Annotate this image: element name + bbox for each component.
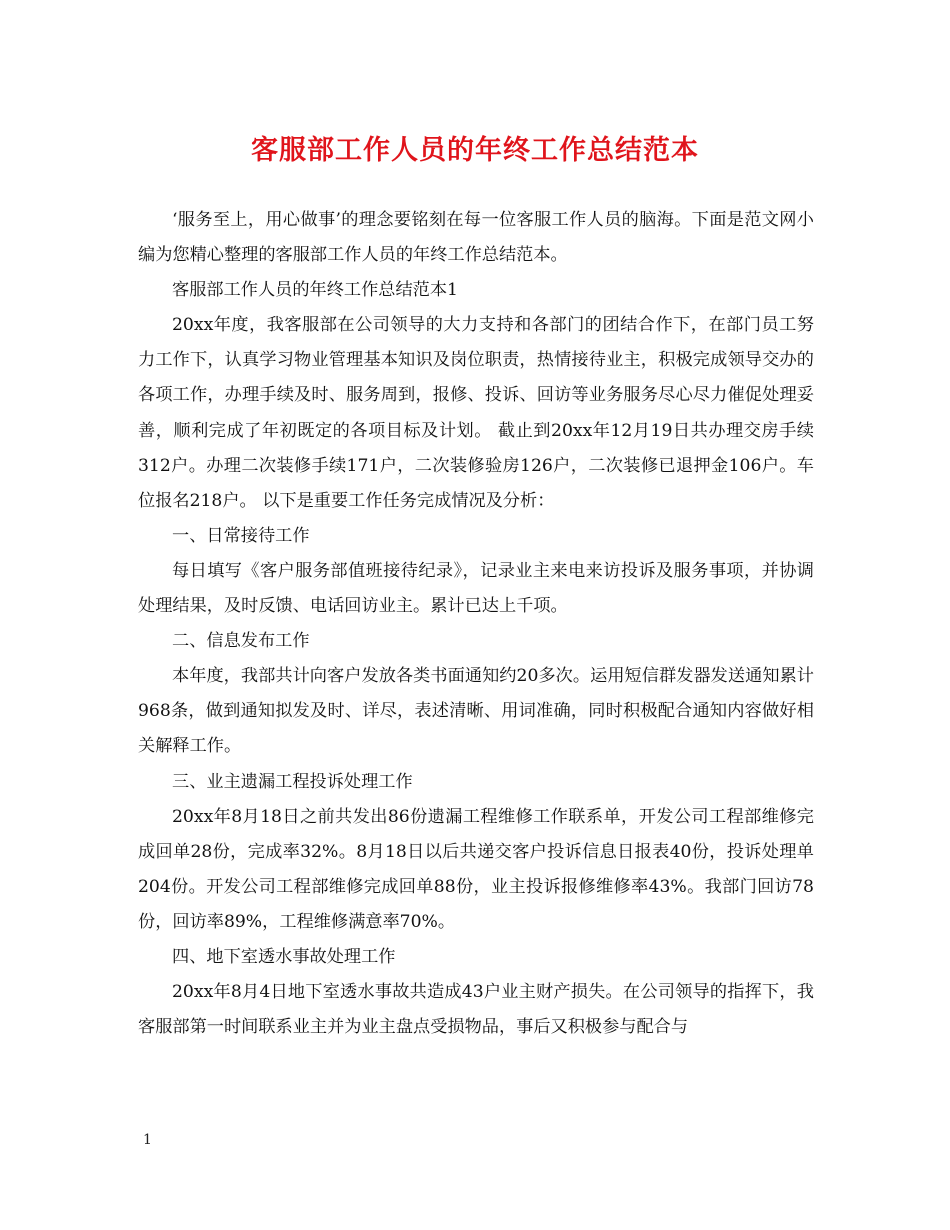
section-heading-notices: 二、信息发布工作	[172, 631, 310, 652]
page-number: 1	[143, 1132, 152, 1148]
paragraph-basement: 20xx年8月4日地下室透水事故共造成43户业主财产损失。在公司领导的指挥下，我客服部第一时间联系业主并为业主盘点受损物品，事后又积极参与配合与	[138, 982, 814, 1038]
section-heading-reception: 一、日常接待工作	[172, 525, 310, 546]
paragraph-reception: 每日填写《客户服务部值班接待纪录》，记录业主来电来访投诉及服务事项，并协调处理结果，及时反馈、电话回访业主。累计已达上千项。	[138, 560, 814, 617]
paragraph-overview: 20xx年度，我客服部在公司领导的大力支持和各部门的团结合作下，在部门员工努力工作下，认真学习物业管理基本知识及岗位职责，热情接待业主，积极完成领导交办的各项工作，办理手续及时、服务周到，报修、投诉、回访等业务服务尽心尽力催促处理妥善，顺利完成了年初既定的各项目标及计划。 截止到20xx年12月19日共办理交房手续312户。办理二次装修手续171户，二次装修验房126户，二次装修已退押金106户。车位报名218户。 以下是重要工作任务完成情况及分析：	[138, 315, 814, 511]
document-title: 客服部工作人员的年终工作总结范本	[251, 135, 699, 166]
paragraph-complaints: 20xx年8月18日之前共发出86份遗漏工程维修工作联系单，开发公司工程部维修完成回单28份，完成率32%。8月18日以后共递交客户投诉信息日报表40份，投诉处理单204份。开发公司工程部维修完成回单88份，业主投诉报修维修率43%。我部门回访78份，回访率89%，工程维修满意率70%。	[138, 806, 814, 932]
document-body	[138, 203, 814, 1045]
section-heading-complaints: 三、业主遗漏工程投诉处理工作	[172, 771, 413, 792]
paragraph-subtitle: 客服部工作人员的年终工作总结范本1	[172, 280, 458, 301]
paragraph-intro: ‘服务至上，用心做事’的理念要铭刻在每一位客服工作人员的脑海。下面是范文网小编为您精心整理的客服部工作人员的年终工作总结范本。	[138, 210, 814, 266]
section-heading-basement: 四、地下室透水事故处理工作	[172, 946, 396, 967]
paragraph-notices: 本年度，我部共计向客户发放各类书面通知约20多次。运用短信群发器发送通知累计968条，做到通知拟发及时、详尽，表述清晰、用词准确，同时积极配合通知内容做好相关解释工作。	[138, 666, 814, 757]
